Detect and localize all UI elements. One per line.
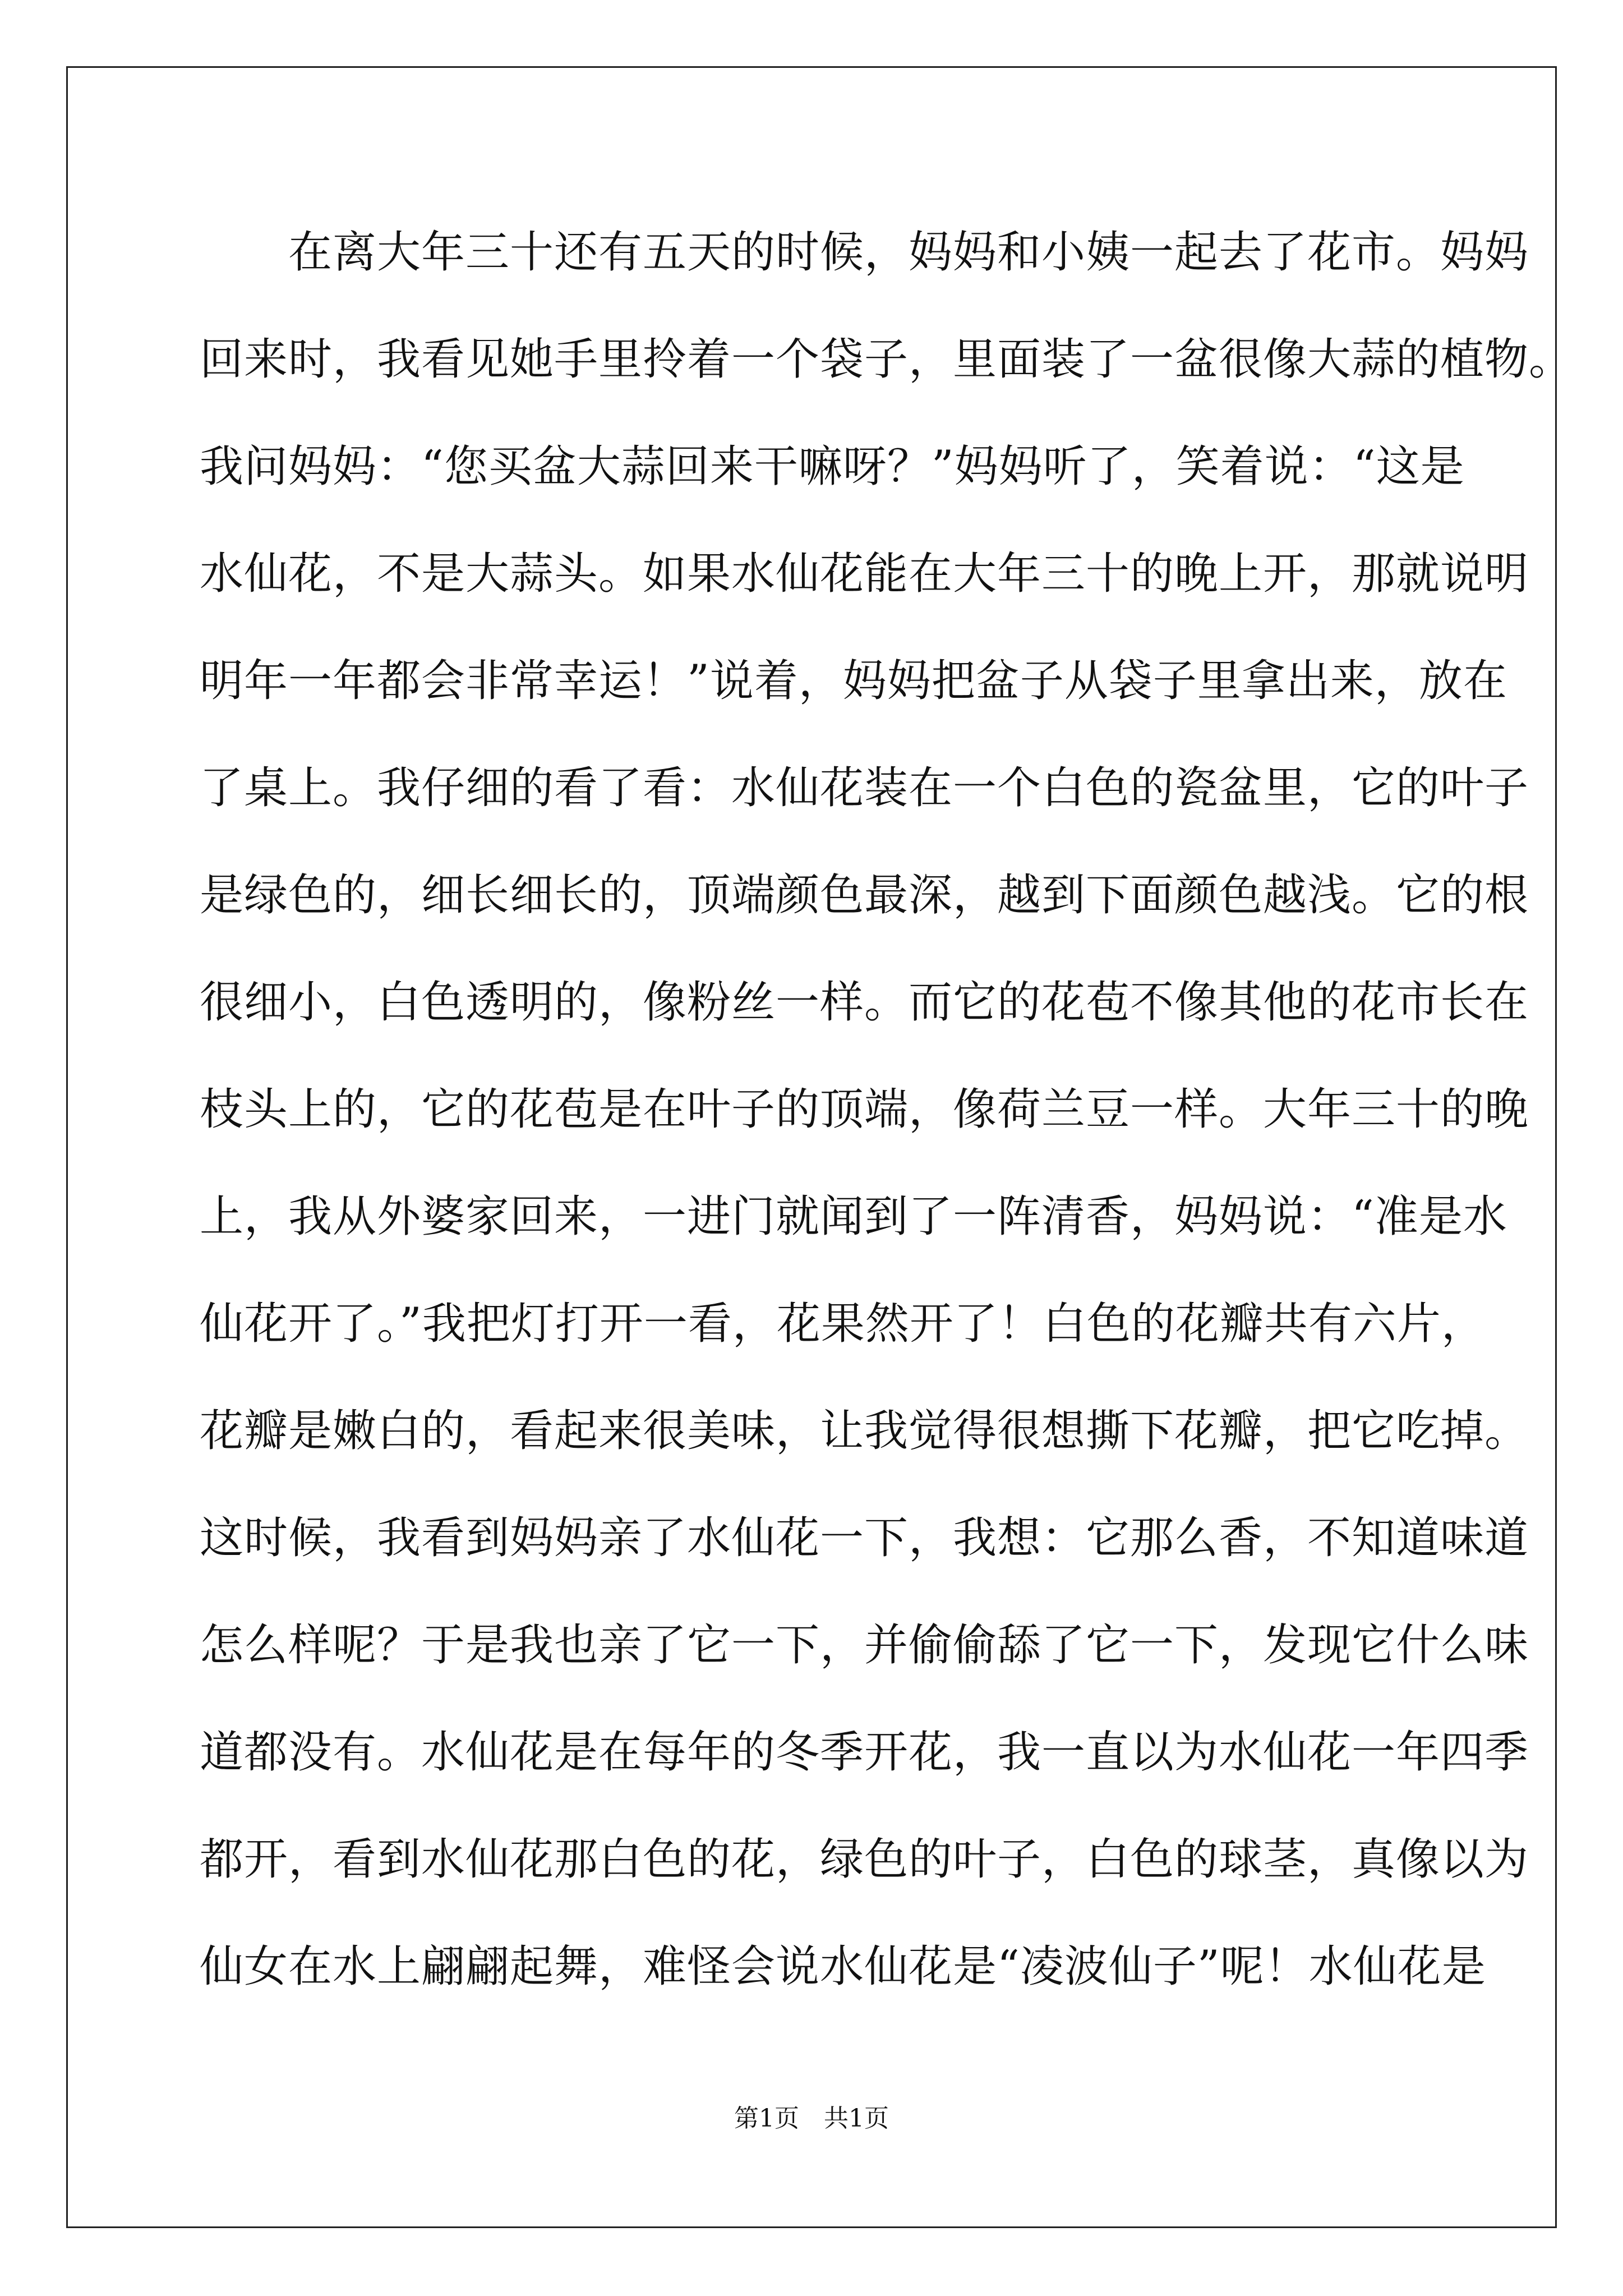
text-line: 明年一年都会非常幸运！”说着，妈妈把盆子从袋子里拿出来，放在 bbox=[200, 656, 1507, 706]
page-footer: 第1页 共1页 bbox=[734, 2104, 889, 2133]
text-line: 是绿色的，细长细长的，顶端颜色最深，越到下面颜色越浅。它的根 bbox=[200, 870, 1529, 921]
text-line: 上，我从外婆家回来，一进门就闻到了一阵清香，妈妈说：“准是水 bbox=[200, 1191, 1507, 1242]
text-line: 花瓣是嫩白的，看起来很美味，让我觉得很想撕下花瓣，把它吃掉。 bbox=[200, 1406, 1529, 1456]
text-line: 我问妈妈：“您买盆大蒜回来干嘛呀？”妈妈听了，笑着说：“这是 bbox=[200, 441, 1465, 492]
text-line: 道都没有。水仙花是在每年的冬季开花，我一直以为水仙花一年四季 bbox=[200, 1727, 1529, 1778]
text-line: 怎么样呢？于是我也亲了它一下，并偷偷舔了它一下，发现它什么味 bbox=[200, 1620, 1529, 1671]
document-body bbox=[200, 216, 1573, 2037]
text-line: 仙女在水上翩翩起舞，难怪会说水仙花是“凌波仙子”呢！水仙花是 bbox=[200, 1941, 1486, 1992]
text-line: 枝头上的，它的花苞是在叶子的顶端，像荷兰豆一样。大年三十的晚 bbox=[200, 1084, 1529, 1135]
text-line: 在离大年三十还有五天的时候，妈妈和小姨一起去了花市。妈妈 bbox=[200, 227, 1529, 278]
text-line: 都开，看到水仙花那白色的花，绿色的叶子，白色的球茎，真像以为 bbox=[200, 1834, 1529, 1885]
text-line: 水仙花，不是大蒜头。如果水仙花能在大年三十的晚上开，那就说明 bbox=[200, 549, 1529, 599]
text-line: 回来时，我看见她手里拎着一个袋子，里面装了一盆很像大蒜的植物。 bbox=[200, 334, 1574, 385]
text-line: 这时候，我看到妈妈亲了水仙花一下，我想：它那么香，不知道味道 bbox=[200, 1513, 1529, 1563]
text-line: 仙花开了。”我把灯打开一看，花果然开了！白色的花瓣共有六片， bbox=[200, 1299, 1486, 1349]
text-line: 了桌上。我仔细的看了看：水仙花装在一个白色的瓷盆里，它的叶子 bbox=[200, 763, 1529, 813]
text-line: 很细小，白色透明的，像粉丝一样。而它的花苞不像其他的花市长在 bbox=[200, 977, 1529, 1028]
